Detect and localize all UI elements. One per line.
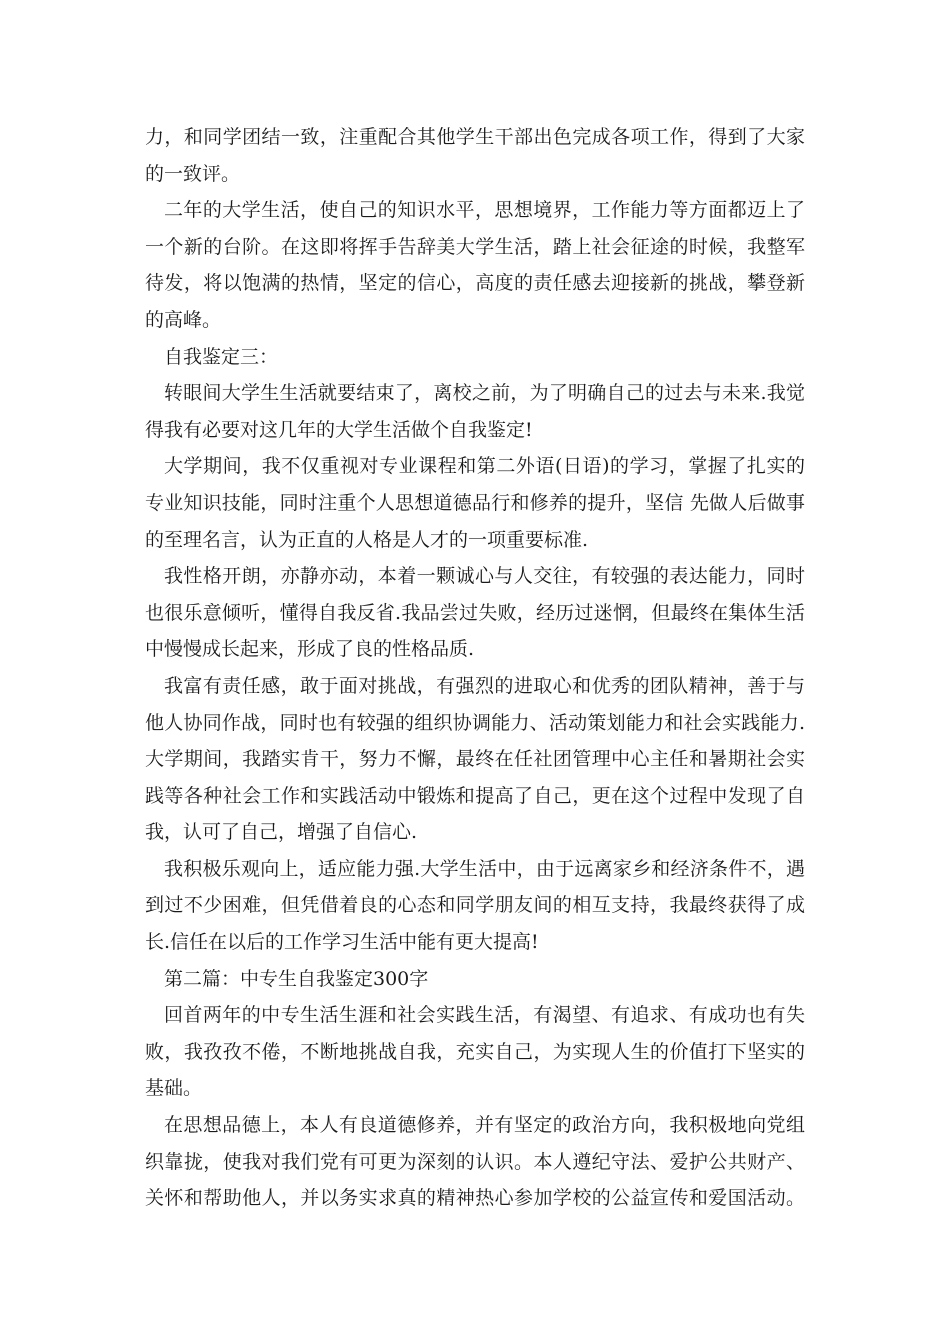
text-line: 也很乐意倾听，懂得自我反省.我品尝过失败，经历过迷惘，但最终在集体生活 xyxy=(145,601,805,624)
text-line: 到过不少困难，但凭借着良的心态和同学朋友间的相互支持，我最终获得了成 xyxy=(145,894,805,917)
paragraph-start-line: 我富有责任感，敢于面对挑战，有强烈的进取心和优秀的团队精神，善于与 xyxy=(164,674,805,697)
paragraph-start-line: 二年的大学生活，使自己的知识水平，思想境界，工作能力等方面都迈上了 xyxy=(164,199,805,222)
document-body xyxy=(145,119,805,1217)
text-line: 践等各种社会工作和实践活动中锻炼和提高了自己，更在这个过程中发现了自 xyxy=(145,784,805,807)
chapter-heading: 第二篇：中专生自我鉴定300字 xyxy=(164,967,429,990)
text-line: 中慢慢成长起来，形成了良的性格品质. xyxy=(145,638,475,661)
text-line: 败，我孜孜不倦，不断地挑战自我，充实自己，为实现人生的价值打下坚实的 xyxy=(145,1040,805,1063)
text-line: 关怀和帮助他人，并以务实求真的精神热心参加学校的公益宣传和爱国活动。 xyxy=(145,1187,805,1210)
text-line: 我，认可了自己，增强了自信心. xyxy=(145,821,418,844)
paragraph-start-line: 在思想品德上，本人有良道德修养，并有坚定的政治方向，我积极地向党组 xyxy=(164,1114,805,1137)
text-line: 待发，将以饱满的热情，坚定的信心，高度的责任感去迎接新的挑战，攀登新 xyxy=(145,272,805,295)
paragraph-start-line: 转眼间大学生生活就要结束了，离校之前，为了明确自己的过去与未来.我觉 xyxy=(164,382,805,405)
paragraph-start-line: 我积极乐观向上，适应能力强.大学生活中，由于远离家乡和经济条件不，遇 xyxy=(164,857,805,880)
text-line: 力，和同学团结一致，注重配合其他学生干部出色完成各项工作，得到了大家 xyxy=(145,126,805,148)
text-line: 一个新的台阶。在这即将挥手告辞美大学生活，踏上社会征途的时候，我整军 xyxy=(145,235,805,258)
text-line: 基础。 xyxy=(145,1077,203,1100)
text-line: 的一致评。 xyxy=(145,162,241,185)
text-line: 大学期间，我踏实肯干，努力不懈，最终在任社团管理中心主任和暑期社会实 xyxy=(145,748,805,771)
section-heading: 自我鉴定三： xyxy=(164,345,279,368)
text-line: 织靠拢，使我对我们党有可更为深刻的认识。本人遵纪守法、爱护公共财产、 xyxy=(145,1150,805,1173)
text-line: 长.信任在以后的工作学习生活中能有更大提高! xyxy=(145,931,539,954)
text-line: 得我有必要对这几年的大学生活做个自我鉴定! xyxy=(145,418,533,441)
text-line: 专业知识技能，同时注重个人思想道德品行和修养的提升，坚信 先做人后做事 xyxy=(145,491,805,514)
text-line: 的至理名言，认为正直的人格是人才的一项重要标准. xyxy=(145,528,589,551)
text-line: 他人协同作战，同时也有较强的组织协调能力、活动策划能力和社会实践能力. xyxy=(145,711,805,734)
text-line: 的高峰。 xyxy=(145,308,222,331)
paragraph-start-line: 我性格开朗，亦静亦动，本着一颗诚心与人交往，有较强的表达能力，同时 xyxy=(164,565,805,588)
paragraph-start-line: 大学期间，我不仅重视对专业课程和第二外语(日语)的学习，掌握了扎实的 xyxy=(164,455,805,478)
paragraph-start-line: 回首两年的中专生活生涯和社会实践生活，有渴望、有追求、有成功也有失 xyxy=(164,1004,805,1027)
